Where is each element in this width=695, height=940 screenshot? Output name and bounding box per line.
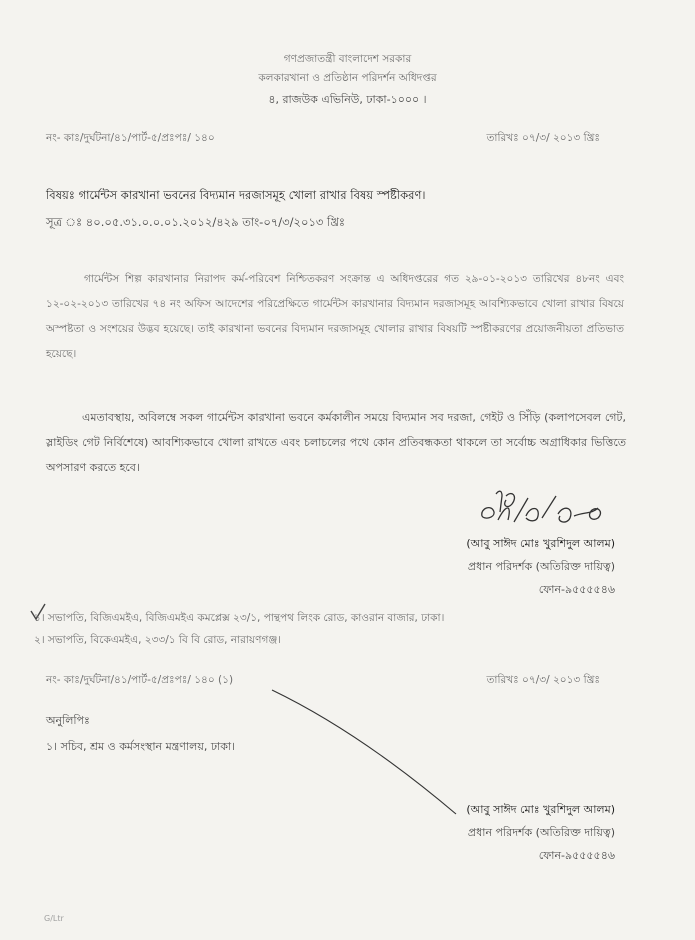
memo-number: নং- কাঃ/দুর্ঘটনা/৪১/পার্ট-৫/প্রঃপঃ/ ১৪০ [46,132,215,144]
header-government: গণপ্রজাতন্ত্রী বাংলাদেশ সরকার [283,53,412,65]
memo2-number: নং- কাঃ/দুর্ঘটনা/৪১/পার্ট-৫/প্রঃপঃ/ ১৪০ (১) [46,674,234,686]
recipient-list [34,607,444,651]
signature-block-2 [466,798,615,867]
signatory-name: (আবু সাঈদ মোঃ খুরশিদুল আলম) [466,537,615,550]
signatory2-name: (আবু সাঈদ মোঃ খুরশিদুল আলম) [466,803,615,816]
copy-item: ১। সচিব, শ্রম ও কর্মসংস্থান মন্ত্রণালয়, ঢাকা। [46,740,236,753]
signatory2-phone: ফোন-৯৫৫৫৫৪৬ [538,849,615,862]
header-department: কলকারখানা ও প্রতিষ্ঠান পরিদর্শন অধিদপ্তর [258,72,437,84]
signature-block-1 [466,532,615,601]
signatory-designation: প্রধান পরিদর্শক (অতিরিক্ত দায়িত্ব) [467,560,615,573]
handwritten-signature [474,486,624,528]
recipient-item: ১। সভাপতি, বিজিএমইএ, বিজিএমইএ কমপ্লেক্স ২৩/১, পান্থপথ লিংক রোড, কাওরান বাজার, ঢাকা। [34,612,445,624]
footer-code: G/Ltr [44,914,64,923]
signatory-phone: ফোন-৯৫৫৫৫৪৬ [538,583,615,596]
copies-title: অনুলিপিঃ [46,714,90,727]
memo-date: তারিখঃ ০৭/৩/ ২০১৩ খ্রিঃ [486,132,600,144]
signatory2-designation: প্রধান পরিদর্শক (অতিরিক্ত দায়িত্ব) [467,826,615,839]
header-address: ৪, রাজউক এভিনিউ, ঢাকা-১০০০ । [268,93,427,106]
body-paragraph-2: এমতাবস্থায়, অবিলম্বে সকল গার্মেন্টস কারখানা ভবনে কর্মকালীন সময়ে বিদ্যমান সব দরজা, গেইট ও সিঁড়ি (কলাপসেবল গেট, স্লাইডিং গেট নির্বিশেষে) আবশ্যিকভাবে খোলা রাখতে এবং চলাচলের পথে কোন প্রতিবন্ধকতা থাকলে তা সর্বোচ্চ অগ্রাধিকার ভিত্তিতে অপসারণ করতে হবে। [46,411,626,474]
pen-stroke-line [270,688,460,818]
reference-line: সূত্র ঃ ৪০.০৫.৩১.০.০.০১.২০১২/৪২৯ তাং-০৭/৩/২০১৩ খ্রিঃ [46,215,346,229]
subject-line: বিষয়ঃ গার্মেন্টস কারখানা ভবনের বিদ্যমান দরজাসমূহ খোলা রাখার বিষয় স্পষ্টীকরণ। [46,188,426,202]
recipient-item: ২। সভাপতি, বিকেএমইএ, ২৩৩/১ বি বি রোড, নারায়ণগঞ্জ। [34,634,282,646]
body-paragraph-1: গার্মেন্টস শিল্প কারখানার নিরাপদ কর্ম-পরিবেশ নিশ্চিতকরণ সংক্রান্ত এ অধিদপ্তরের গত ২৯-০১-২০১৩ তারিখের ৪৮নং এবং ১২-০২-২০১৩ তারিখের ৭৪ নং অফিস আদেশের পরিপ্রেক্ষিতে গার্মেন্টস কারখানার বিদ্যমান দরজাসমূহ আবশ্যিকভাবে খোলা রাখার বিষয়ে অস্পষ্টতা ও সংশয়ের উদ্ভব হয়েছে। তাই কারখানা ভবনের বিদ্যমান দরজাসমূহ খোলার রাখার বিষয়টি স্পষ্টীকরণের প্রয়োজনীয়তা প্রতিভাত হয়েছে। [46,273,624,360]
memo2-date: তারিখঃ ০৭/৩/ ২০১৩ খ্রিঃ [486,674,600,686]
